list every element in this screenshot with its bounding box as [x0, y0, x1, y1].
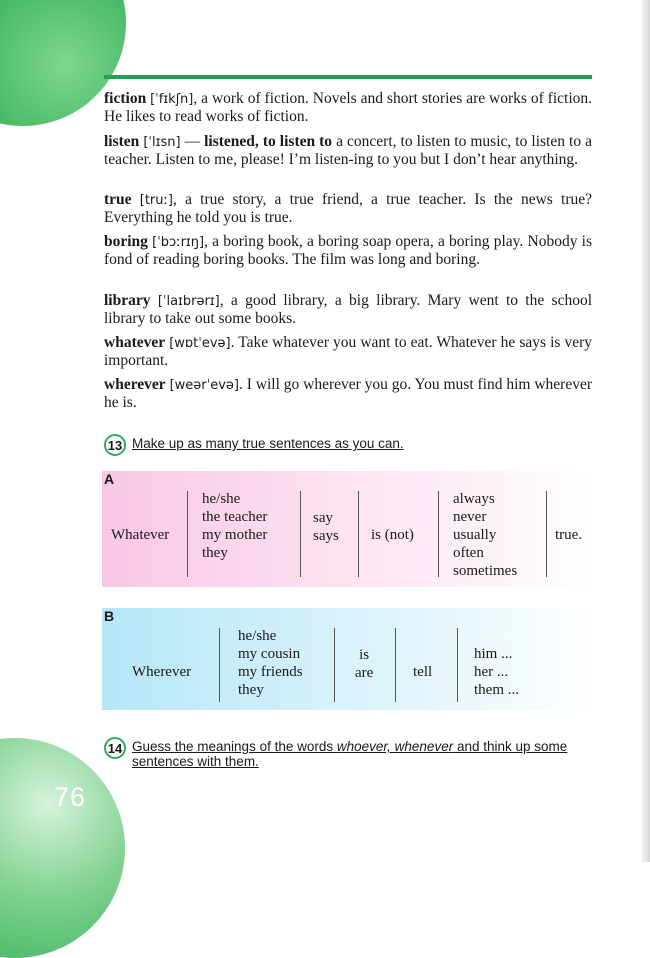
entry-word: fiction — [104, 90, 147, 107]
table-cell: sometimes — [453, 563, 518, 579]
table-cell: them ... — [474, 682, 519, 698]
vocab-entry-true — [104, 191, 592, 226]
table-divider — [300, 491, 301, 577]
table-cell: tell — [413, 664, 433, 680]
table-cell: they — [202, 545, 228, 561]
table-cell-list — [238, 627, 303, 699]
entry-text: . I will go wherever you go. You must find him wherever he is. — [104, 376, 593, 411]
top-rule — [104, 75, 592, 79]
table-cell: usually — [453, 527, 497, 543]
entry-transcription: [ˈbɔːrɪŋ] — [152, 235, 205, 250]
table-cell-list — [313, 509, 339, 545]
vocab-entry-listen — [104, 133, 592, 168]
table-cell: the teacher — [202, 509, 268, 525]
table-divider — [358, 491, 359, 577]
table-cell: him ... — [474, 646, 513, 662]
corner-decoration-bottom — [0, 738, 125, 958]
page-number: 76 — [54, 782, 87, 812]
table-cell: Wherever — [132, 664, 192, 680]
task-instruction: Guess the meanings of the words whoever, whenever and think up some sentences with them. — [132, 739, 568, 769]
entry-transcription: [ˈlaɪbrərɪ] — [157, 294, 220, 309]
vocab-entry-library — [104, 292, 592, 327]
table-divider — [457, 628, 458, 702]
table-cell-list — [474, 645, 519, 699]
table-divider — [438, 491, 439, 577]
entry-text: , a boring book, a boring soap opera, a boring play. Nobody is fond of reading boring books. The film was long and boring. — [104, 233, 592, 268]
entry-transcription: [weərˈevə] — [169, 378, 239, 393]
table-cell: is (not) — [371, 527, 414, 543]
table-label: A — [104, 471, 115, 487]
table-cell: says — [313, 528, 339, 544]
task-instruction: Make up as many true sentences as you can. — [132, 436, 404, 451]
substitution-table-b — [102, 608, 592, 710]
task-13 — [104, 436, 404, 456]
entry-dash: — — [180, 133, 205, 150]
entry-transcription: [wɒtˈevə] — [169, 336, 231, 351]
entry-text: , a work of fiction. Novels and short stories are works of fiction. He likes to read works of fiction. — [104, 90, 593, 125]
table-cell: he/she — [202, 491, 241, 507]
table-cell: true. — [555, 527, 583, 543]
entry-text: , a good library, a big library. Mary went to the school library to take out some books. — [104, 292, 592, 327]
vocab-entry-boring — [104, 233, 592, 268]
table-cell: my cousin — [238, 646, 301, 662]
table-cell: her ... — [474, 664, 509, 680]
vocab-entry-fiction — [104, 90, 592, 125]
task-number-badge: 14 — [104, 737, 126, 759]
table-cell-list — [202, 490, 267, 562]
table-divider — [334, 628, 335, 702]
entry-text: , a true story, a true friend, a true teacher. Is the news true? Everything he told you is true. — [104, 191, 593, 226]
table-cell: always — [453, 491, 495, 507]
entry-word: true — [104, 191, 132, 208]
table-cell: Whatever — [111, 527, 170, 543]
table-cell: they — [238, 682, 264, 698]
table-label: B — [104, 608, 115, 624]
entry-word: wherever — [104, 376, 166, 393]
table-divider — [187, 491, 188, 577]
table-cell-list — [453, 490, 517, 580]
entry-text: a concert, to listen to music, to listen to a teacher. Listen to me, please! I’m listen-ing to you but I don’t hear anything. — [104, 133, 593, 168]
table-cell: my friends — [238, 664, 303, 680]
entry-transcription: [ˈfɪkʃn] — [150, 92, 194, 107]
task-number-badge: 13 — [104, 434, 126, 456]
table-divider — [219, 628, 220, 702]
table-cell: my mother — [202, 527, 268, 543]
table-divider — [395, 628, 396, 702]
entry-forms: listened, to listen to — [204, 133, 333, 150]
page-edge — [642, 0, 650, 862]
entry-word: library — [104, 292, 151, 309]
substitution-table-a — [102, 471, 592, 587]
table-cell: he/she — [238, 628, 277, 644]
table-divider — [546, 491, 547, 577]
entry-word: whatever — [104, 334, 166, 351]
vocab-entry-wherever — [104, 376, 592, 411]
task-14 — [104, 739, 594, 769]
table-cell: say — [313, 510, 333, 526]
table-cell: never — [453, 509, 487, 525]
table-cell: often — [453, 545, 484, 561]
entry-transcription: [truː] — [139, 193, 173, 208]
vocab-entry-whatever — [104, 334, 592, 369]
table-cell: is — [359, 647, 370, 663]
table-cell: are — [355, 665, 374, 681]
entry-word: boring — [104, 233, 148, 250]
entry-transcription: [ˈlɪsn] — [143, 135, 181, 150]
entry-text: . Take whatever you want to eat. Whatever he says is very important. — [104, 334, 593, 369]
entry-word: listen — [104, 133, 140, 150]
table-cell-list — [355, 646, 373, 682]
